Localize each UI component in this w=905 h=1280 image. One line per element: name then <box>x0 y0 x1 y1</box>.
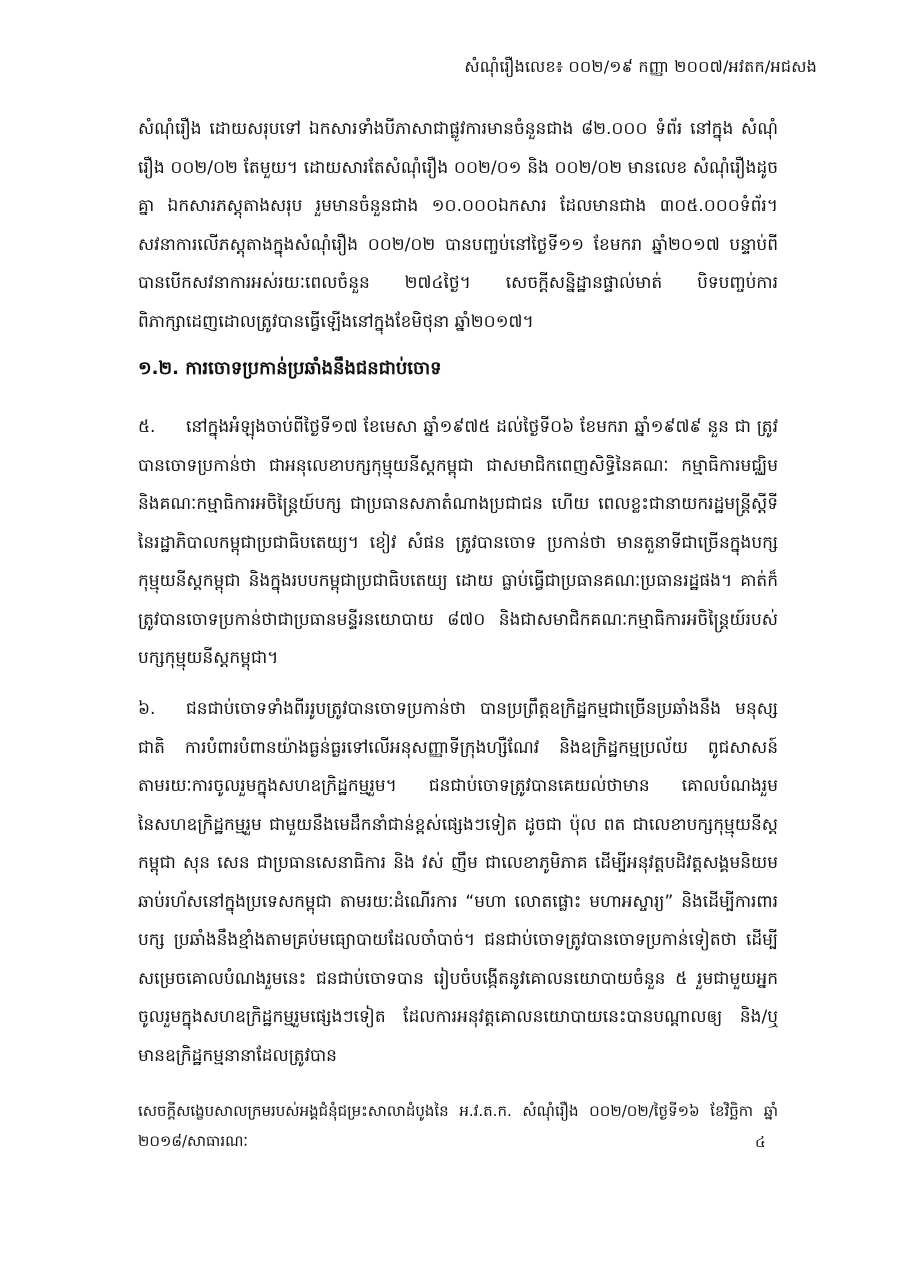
intro-paragraph: សំណុំរឿង ដោយសរុបទៅ ឯកសារទាំងបីភាសាជាផ្លូវការមានចំនួនជាង ៨២.០០០ ទំព័រ នៅក្នុង សំណុំរឿង ០០២/០២ តែមួយ។ ដោយសារតែសំណុំរឿង ០០២/០១ និង ០០២/០២ មានលេខ សំណុំរឿងដូចគ្នា ឯកសារភស្តុតាងសរុប រួមមានចំនួនជាង ១០.០០០ឯកសារ ដែលមានជាង ៣០៥.០០០ទំព័រ។ សវនាការលើភស្តុតាងក្នុងសំណុំរឿង ០០២/០២ បានបញ្ចប់នៅថ្ងៃទី១១ ខែមករា ឆ្នាំ២០១៧ បន្ទាប់ពីបានបើកសវនាការអស់រយៈពេលចំនួន ២៧៤ថ្ងៃ។ សេចក្តីសន្និដ្ឋានផ្ទាល់មាត់ បិទបញ្ចប់ការពិភាក្សាដេញដោលត្រូវបានធ្វើឡើងនៅក្នុងខែមិថុនា ឆ្នាំ២០១៧។ <box>138 119 778 332</box>
footer-note: សេចក្តីសង្ខេបសាលក្រមរបស់អង្គជំនុំជម្រះសាលាដំបូងនៃ អ.វ.ត.ក. សំណុំរឿង ០០២/០២/ថ្ងៃទី១៦ ខែវិច្ឆិកា ឆ្នាំ ២០១៨/សាធារណៈ <box>138 1102 778 1150</box>
paragraph-text: នៅក្នុងអំឡុងចាប់ពីថ្ងៃទី១៧ ខែមេសា ឆ្នាំ១៩៧៥ ដល់ថ្ងៃទី០៦ ខែមករា ឆ្នាំ១៩៧៩ នួន ជា ត្រូវបានចោទប្រកាន់ថា ជាអនុលេខាបក្សកុម្មុយនីស្តកម្ពុជា ជាសមាជិកពេញសិទ្ធិនៃគណៈ កម្មាធិការមជ្ឈិម និងគណៈកម្មាធិការអចិន្ត្រៃយ៍បក្ស ជាប្រធានសភាតំណាងប្រជាជន ហើយ ពេលខ្លះជានាយករដ្ឋមន្ត្រីស្តីទីនៃរដ្ឋាភិបាលកម្ពុជាប្រជាធិបតេយ្យ។ ខៀវ សំផន ត្រូវបានចោទ ប្រកាន់ថា មានតួនាទីជាច្រើនក្នុងបក្សកុម្មុយនីស្តកម្ពុជា និងក្នុងរបបកម្ពុជាប្រជាធិបតេយ្យ ដោយ ធ្លាប់ធ្វើជាប្រធានគណៈប្រធានរដ្ឋផង។ គាត់ក៏ត្រូវបានចោទប្រកាន់ថាជាប្រធានមន្ទីរនយោបាយ ៨៧០ និងជាសមាជិកគណៈកម្មាធិការអចិន្ត្រៃយ៍របស់បក្សកុម្មុយនីស្តកម្ពុជា។ <box>138 417 778 668</box>
paragraph-6 <box>138 690 778 1075</box>
paragraph-number: ៦. <box>138 699 156 719</box>
section-heading: ១.២. ការចោទប្រកាន់ប្រឆាំងនឹងជនជាប់ចោទ <box>138 358 442 379</box>
document-reference-header: សំណុំរឿងលេខ៖ ០០២/១៩ កញ្ញា ២០០៧/អវតក/អជសង <box>464 57 817 76</box>
paragraph-text: ជនជាប់ចោទទាំងពីររូបត្រូវបានចោទប្រកាន់ថា បានប្រព្រឹត្តឧក្រិដ្ឋកម្មជាច្រើនប្រឆាំងនឹង មនុស្សជាតិ ការបំពារបំពានយ៉ាងធ្ងន់ធ្ងរទៅលើអនុសញ្ញាទីក្រុងហ្សឺណែវ និងឧក្រិដ្ឋកម្មប្រល័យ ពូជសាសន៍ តាមរយៈការចូលរួមក្នុងសហឧក្រិដ្ឋកម្មរួម។ ជនជាប់ចោទត្រូវបានគេយល់ថាមាន គោលបំណងរួមនៃសហឧក្រិដ្ឋកម្មរួម ជាមួយនឹងមេដឹកនាំជាន់ខ្ពស់ផ្សេងៗទៀត ដូចជា ប៉ុល ពត ជាលេខាបក្សកុម្មុយនីស្តកម្ពុជា សុន សេន ជាប្រធានសេនាធិការ និង វស់ ញឹម ជាលេខាភូមិភាគ ដើម្បីអនុវត្តបដិវត្តសង្គមនិយមឆាប់រហ័សនៅក្នុងប្រទេសកម្ពុជា តាមរយៈដំណើរការ “មហា លោតផ្លោះ មហាអស្ចារ្យ” និងដើម្បីការពារបក្ស ប្រឆាំងនឹងខ្មាំងតាមគ្រប់មធ្យោបាយដែលចាំបាច់។ ជនជាប់ចោទត្រូវបានចោទប្រកាន់ទៀតថា ដើម្បីសម្រេចគោលបំណងរួមនេះ ជនជាប់ចោទបាន រៀបចំបង្កើតនូវគោលនយោបាយចំនួន ៥ រួមជាមួយអ្នកចូលរួមក្នុងសហឧក្រិដ្ឋកម្មរួមផ្សេងៗទៀត ដែលការអនុវត្តគោលនយោបាយនេះបានបណ្តាលឲ្យ និង/ឬ មានឧក្រិដ្ឋកម្មនានាដែលត្រូវបាន <box>138 699 778 1066</box>
paragraph-number: ៥. <box>138 417 156 437</box>
page-number: ៤ <box>755 1133 766 1151</box>
paragraph-5 <box>138 408 778 678</box>
